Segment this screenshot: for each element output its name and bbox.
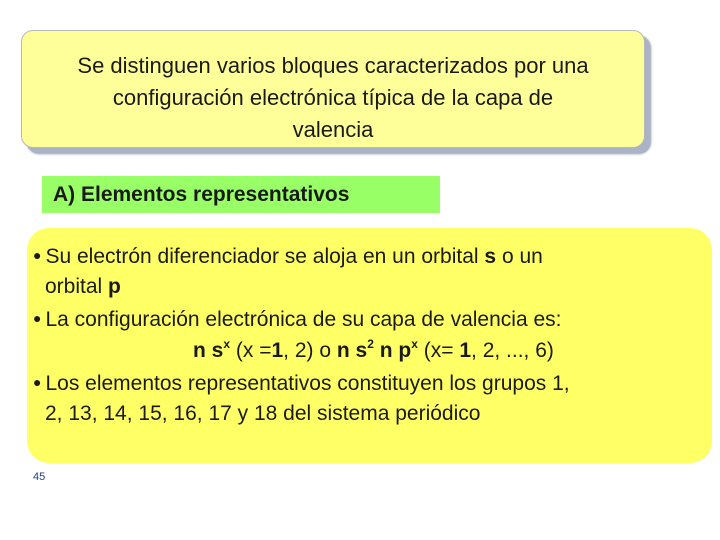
bullet-2-line-1 [33,303,561,335]
bullet-3-continuation: 2, 13, 14, 15, 16, 17 y 18 del sistema periódico [45,402,481,425]
formula-1-exponent: x [223,337,231,351]
bullet-1-text-end: o un [496,245,543,268]
formula-2-range-end: , 2, ..., 6) [471,339,554,362]
title-line-2: configuración electrónica típica de la capa de [112,85,554,110]
section-heading: A) Elementos representativos [42,176,440,213]
formula-2-range-start: (x= [417,339,460,362]
formula-2-p-exponent: x [411,337,418,351]
bullet-2-text: La configuración electrónica de su capa de valencia es: [45,308,562,331]
title-line-3: valencia [292,117,374,142]
page-number: 45 [33,471,46,483]
formula-1-range-start: (x = [230,339,272,362]
formula-2-base: n s [336,339,368,362]
bullet-icon: ● [33,310,42,326]
title-box [21,30,645,148]
formula-2-p-term: n p [373,339,412,362]
formula-1-base: n s [193,339,224,362]
bullet-icon: ● [33,247,42,263]
formula-1-range-bold: 1 [271,339,284,362]
bullet-3-line-2 [45,398,480,429]
formula-2-range-bold: 1 [459,339,472,362]
orbital-p-label: p [108,275,121,298]
formula-2-exponent: 2 [367,337,374,351]
content-box [27,228,712,463]
bullet-1-line-2 [45,271,121,302]
config-formula [193,335,554,366]
bullet-3-text: Los elementos representativos constituyen los grupos 1, [45,372,570,395]
bullet-1-line-1 [33,240,543,272]
bullet-1-text: Su electrón diferenciador se aloja en un orbital [45,245,485,268]
formula-1-range-end: , 2) o [283,339,337,362]
bullet-icon: ● [33,374,42,390]
bullet-3-line-1 [33,367,570,399]
orbital-s-label: s [484,245,497,268]
title-line-1: Se distinguen varios bloques caracterizados por una [77,53,589,78]
bullet-1-continuation: orbital [45,275,109,298]
